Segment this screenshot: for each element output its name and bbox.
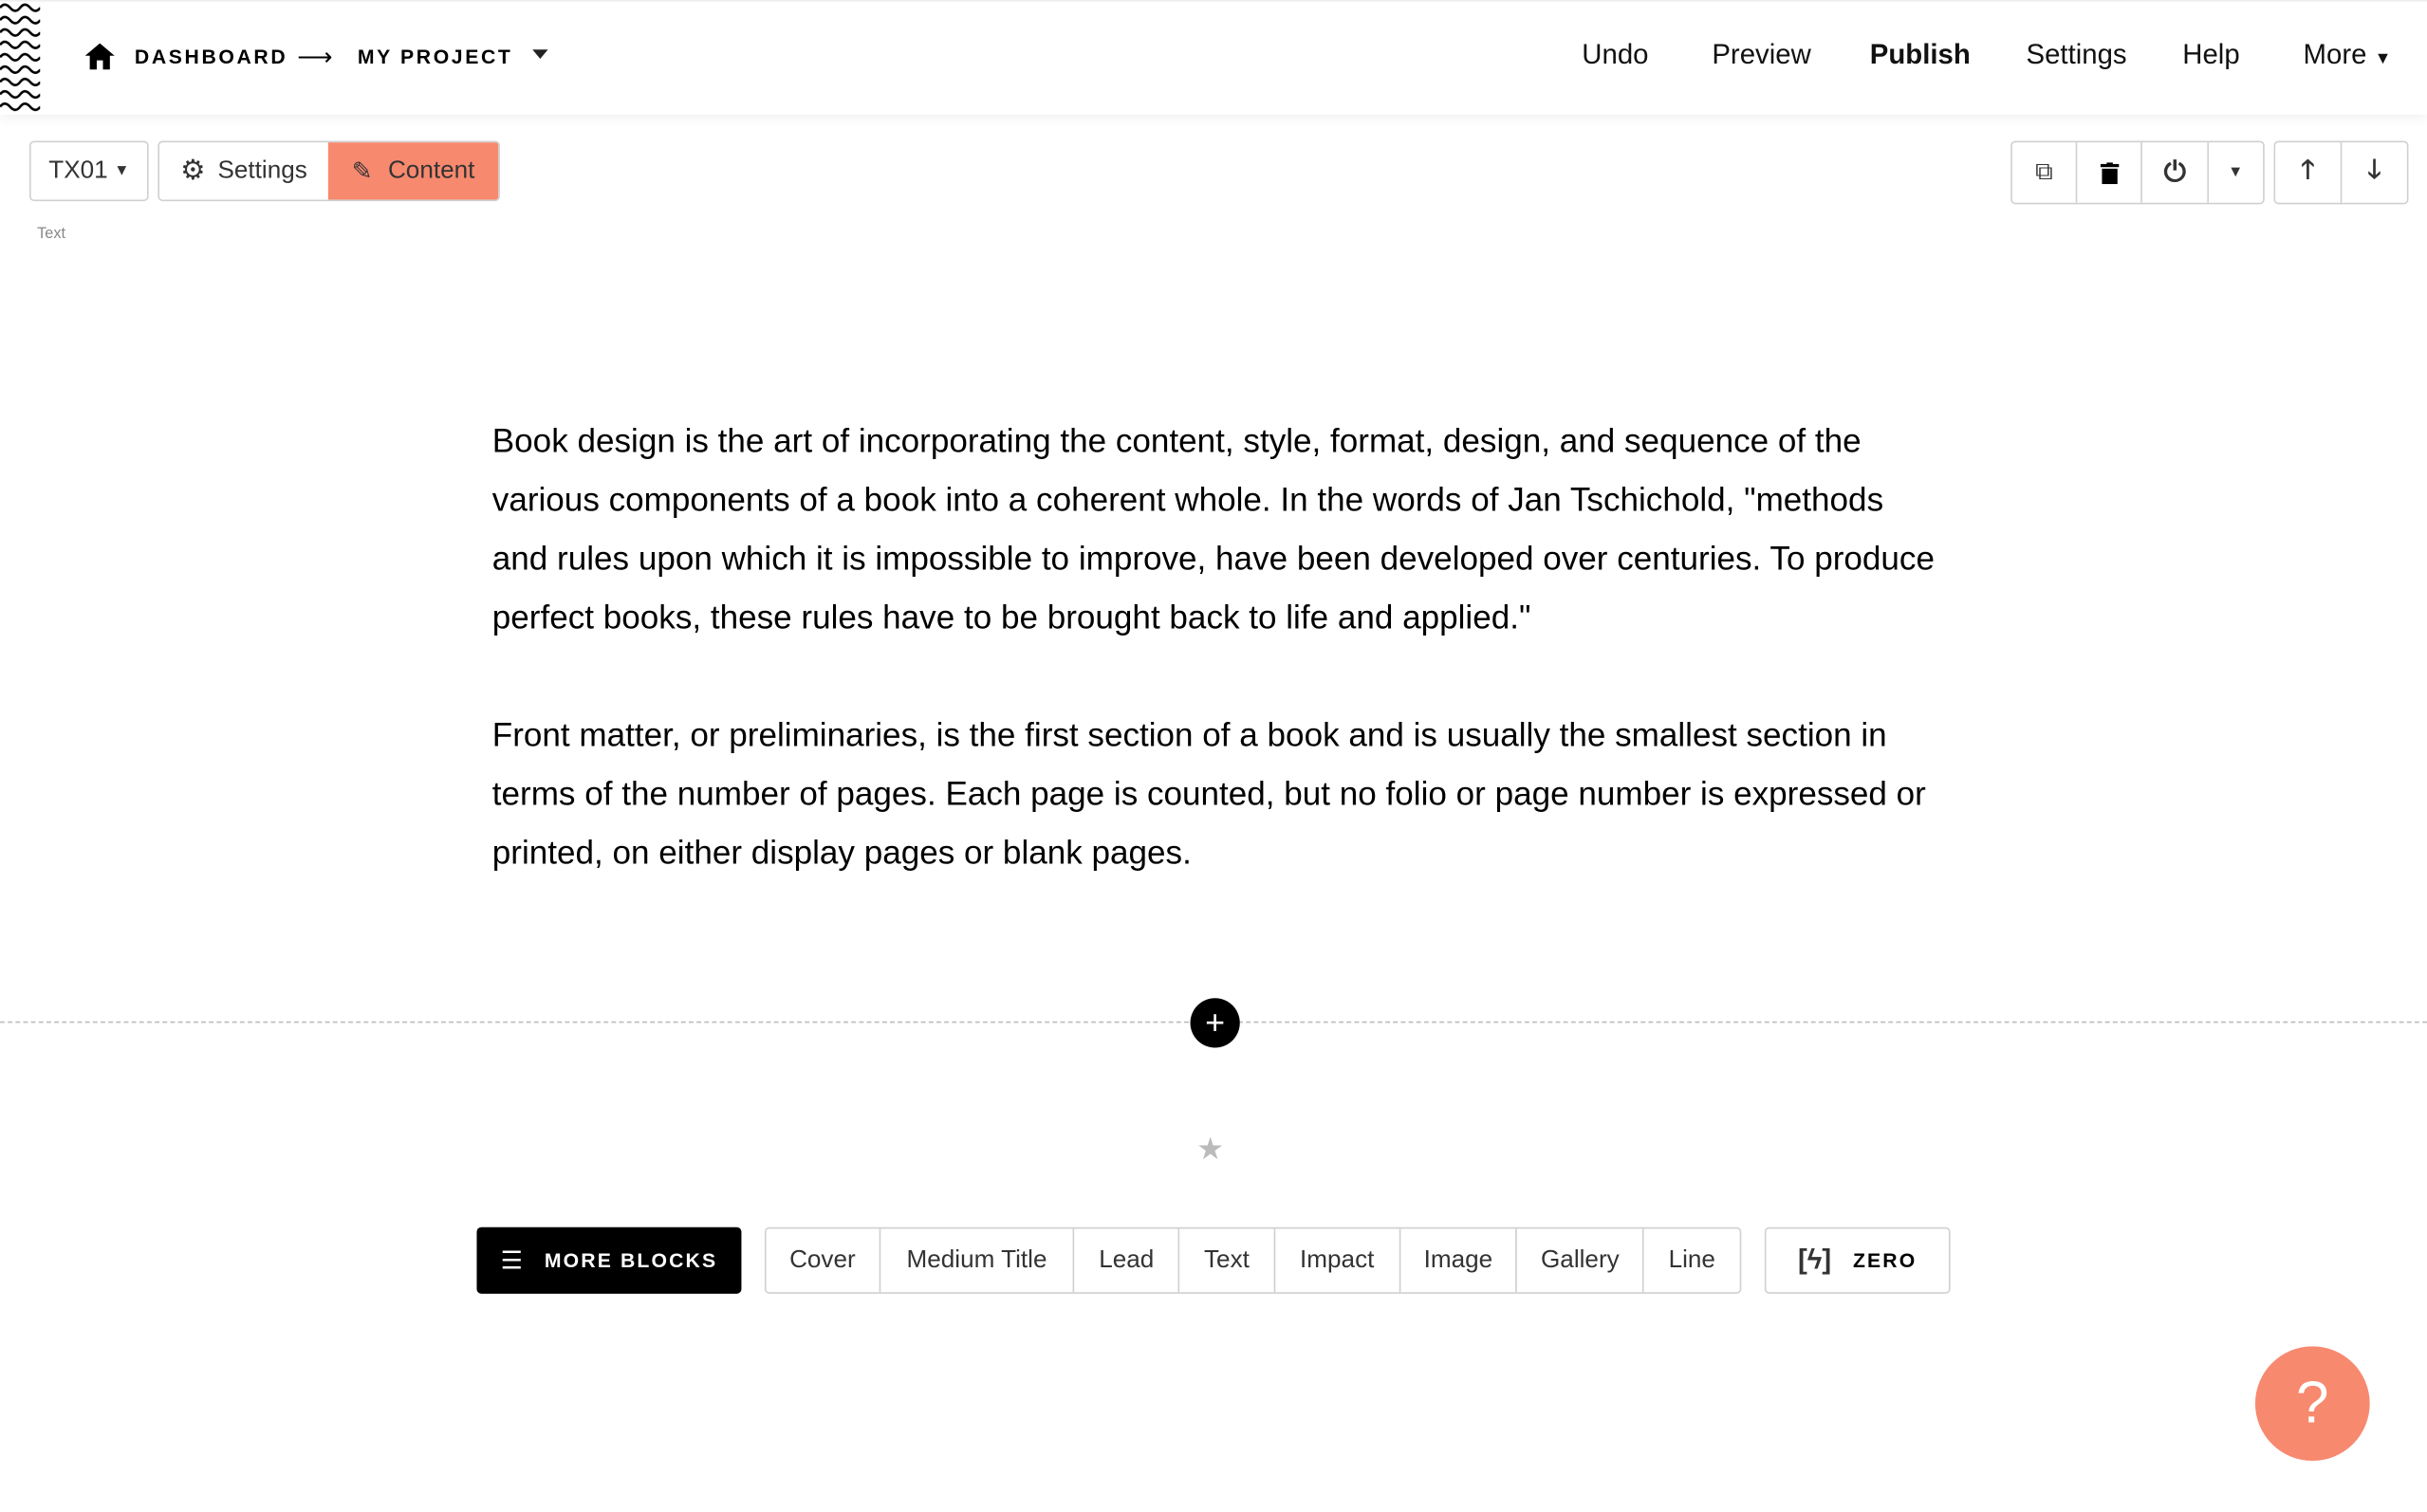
arrow-down-icon: 🡓 (2367, 155, 2381, 185)
breadcrumb-project[interactable]: MY PROJECT (357, 45, 513, 68)
block-shortcut-text[interactable]: Text (1179, 1228, 1275, 1292)
duplicate-button[interactable] (2012, 142, 2078, 203)
trash-icon (2101, 161, 2120, 183)
project-dropdown-caret-icon[interactable] (532, 49, 547, 59)
nav-settings[interactable]: Settings (2026, 38, 2127, 70)
help-button[interactable] (2255, 1346, 2370, 1461)
block-shortcut-impact[interactable]: Impact (1275, 1228, 1400, 1292)
zero-label: ZERO (1852, 1248, 1918, 1273)
nav-publish[interactable]: Publish (1869, 38, 1971, 70)
block-shortcut-gallery[interactable]: Gallery (1518, 1228, 1644, 1292)
home-icon[interactable] (85, 44, 115, 70)
move-actions (2274, 140, 2409, 204)
arrow-right-icon: ⟶ (297, 45, 333, 72)
logo-pattern (0, 2, 40, 115)
content-tab[interactable] (328, 142, 498, 199)
nav-undo[interactable]: Undo (1582, 38, 1649, 70)
zero-block-button[interactable] (1765, 1227, 1951, 1294)
paragraph[interactable]: Front matter, or preliminaries, is the first section of a book and is usually the smallest section in terms of the number of pages. Each page is counted, but no folio or page number is expressed or printed, on either display pages or blank pages. (491, 716, 1926, 872)
more-blocks-label: MORE BLOCKS (544, 1248, 718, 1273)
block-id-dropdown[interactable] (29, 140, 149, 201)
breadcrumb-dashboard[interactable]: DASHBOARD (134, 45, 288, 68)
toggle-visibility-button[interactable] (2143, 142, 2209, 203)
paragraph[interactable]: Book design is the art of incorporating the content, style, format, design, and sequence of the various components of a book into a coherent whole. In the words of Jan Tschichold, "methods and rules upon which it is impossible to improve, have been developed over centuries. To produce perfect books, these rules have to be brought back to life and applied." (491, 422, 1935, 636)
chevron-down-icon: ▼ (2374, 49, 2392, 68)
block-id-label: TX01 (48, 157, 108, 184)
caret-down-icon: ▼ (114, 162, 130, 180)
gear-icon: ⚙ (180, 155, 206, 186)
zero-block-icon: [ϟ] (1797, 1244, 1832, 1276)
caret-down-icon: ▼ (2228, 163, 2244, 181)
duplicate-icon: ⧉ (2035, 158, 2053, 185)
content-tab-label: Content (387, 157, 475, 184)
block-shortcuts (765, 1227, 1741, 1294)
star-icon: ★ (1196, 1133, 1225, 1168)
nav-help[interactable]: Help (2182, 38, 2240, 70)
menu-icon: ☰ (500, 1247, 524, 1275)
move-up-button[interactable] (2275, 142, 2342, 203)
question-icon: ? (2296, 1371, 2329, 1436)
block-shortcut-image[interactable]: Image (1400, 1228, 1518, 1292)
block-shortcut-cover[interactable]: Cover (767, 1228, 880, 1292)
move-down-button[interactable] (2342, 142, 2407, 203)
nav-preview[interactable]: Preview (1712, 38, 1811, 70)
top-bar (0, 0, 2427, 115)
block-type-label: Text (37, 226, 66, 244)
nav-more-label: More (2303, 38, 2367, 70)
block-shortcut-lead[interactable]: Lead (1075, 1228, 1180, 1292)
add-block-button[interactable] (1191, 998, 1240, 1047)
settings-tab[interactable] (159, 142, 328, 199)
power-icon: ⏻ (2163, 156, 2186, 188)
nav-more[interactable] (2304, 39, 2392, 71)
block-shortcut-line[interactable]: Line (1668, 1246, 1715, 1273)
block-actions (2010, 140, 2265, 204)
plus-icon: + (1205, 1003, 1226, 1042)
more-actions-dropdown[interactable] (2208, 142, 2263, 203)
settings-tab-label: Settings (217, 157, 307, 184)
more-blocks-button[interactable] (476, 1227, 741, 1294)
pencil-icon: ✎ (351, 158, 373, 185)
mode-switch (157, 140, 500, 201)
delete-button[interactable] (2078, 142, 2143, 203)
arrow-up-icon: 🡑 (2301, 155, 2315, 185)
block-shortcut-medium-title[interactable]: Medium Title (880, 1228, 1075, 1292)
